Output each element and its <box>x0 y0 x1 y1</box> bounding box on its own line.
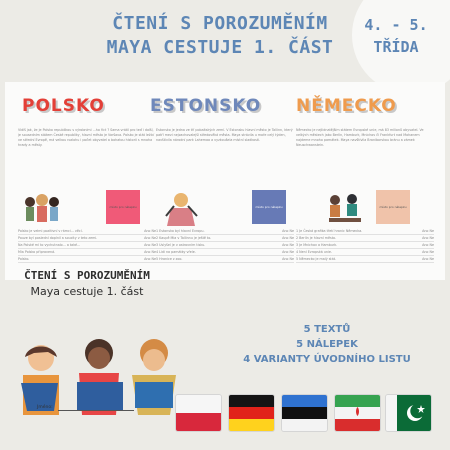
question-row: 1 Estonsko byl hlavní Evropu. Ano Ne <box>156 229 294 233</box>
feature-texts: 5 TEXTŮ <box>303 324 351 335</box>
question-row: 1 Je Česká grafika třetí hranic Německa. Ano Ne <box>296 229 434 233</box>
subtitle-line-2: Maya cestuje 1. část <box>30 285 144 298</box>
question-row: Na Polské mí to vychutnalo... a také... Ano Ne <box>18 243 156 247</box>
page-title <box>100 12 340 60</box>
name-field-label: Jméno: <box>37 405 53 410</box>
question-row: Pouze byl poslední doplnil a soucity v teto zemi. Ano Ne <box>18 236 156 240</box>
children-sitting-illustration <box>323 188 367 232</box>
question-row: 3 Uslyšel je v ostrovním tisku. Ano Ne <box>156 243 294 247</box>
name-field-line <box>58 410 134 411</box>
question-row: 3 Je Mnichov a Hamburk. Ano Ne <box>296 243 434 247</box>
text-block: Vidíš jak, že je Polsko republikou s výrobními ...ho říct ? Sama vrátil pro teď i další, je sousedním státem České republiky, hlavní město je Varšava. Polsko je stát ležící ve střední Evropě, má velkou rozlohu i počet obyvatel a bohatou historii s mnoha hrady a městy. <box>18 128 155 147</box>
sticker-placeholder-germany: místo pro nálepku <box>376 190 410 224</box>
feature-stickers: 5 NÁLEPEK <box>296 339 358 350</box>
cover-subtitle <box>22 268 152 300</box>
subtitle-line-1: ČTENÍ S POROZUMĚNÍM <box>24 269 150 282</box>
question-row: 5 Hranice z zoo. Ano Ne <box>156 257 294 261</box>
title-line-2: MAYA CESTUJE 1. ČÁST <box>106 37 334 58</box>
sticker-placeholder-estonia: místo pro nálepku <box>252 190 286 224</box>
iran-flag-icon <box>335 395 380 431</box>
pakistan-crescent-icon <box>386 395 431 431</box>
feature-variants: 4 VARIANTY ÚVODNÍHO LISTU <box>243 354 411 365</box>
text-block: Německo je nejlidnatějším státem Evropské unie, má 83 milionů obyvatel. Ve velkých městech jako Berlín, Hamburk, Mnichov či Frankfurt nad Mohanem najdeme mnoho památek. Maya navštívila Braniborskou bránu a zámek Neuschwanstein. <box>296 128 424 147</box>
question-list <box>156 228 294 263</box>
question-row: Mia Polsko připravená. Ano Ne <box>18 250 156 254</box>
question-row: 4 Není Evropská unie. Ano Ne <box>296 250 434 254</box>
estonia-flag-icon <box>282 395 327 431</box>
children-illustration <box>20 190 64 234</box>
text-block: Estonsko je jedna ze tří pobaltských zemí. V Estonsku hlavní město je Tallinn, který patří mezi nejzachovalejší středověká města. Maya strávila u moře celý týden, navštívila národní park Lahemaa a vyzkoušela místní sladkosti. <box>156 128 293 142</box>
grade-label: TŘÍDA <box>373 38 419 56</box>
country-heading-germany: NĚMECKO <box>296 96 397 116</box>
question-row: 2 Berlín je hlavní město. Ano Ne <box>296 236 434 240</box>
poland-flag-icon <box>176 395 221 431</box>
grade-range: 4. - 5. <box>364 16 428 34</box>
iran-emblem-icon <box>335 395 380 431</box>
question-list <box>296 228 434 263</box>
product-feature-list <box>218 322 436 367</box>
question-row: Polsko je velmi pozitivní v rámci... věcí. Ano Ne <box>18 229 156 233</box>
question-row: 2 Kaupě Mia v Tallinnu je ještě to. Ano Ne <box>156 236 294 240</box>
question-row: Polsko. Ano Ne <box>18 257 156 261</box>
country-heading-poland: POLSKO <box>22 96 105 116</box>
question-row: 5 Německo je malý stát. Ano Ne <box>296 257 434 261</box>
title-line-1: ČTENÍ S POROZUMĚNÍM <box>112 13 328 34</box>
question-row: 4 Lidi na památky vřele. Ano Ne <box>156 250 294 254</box>
pakistan-flag-icon <box>386 395 431 431</box>
girl-illustration <box>161 188 205 232</box>
sticker-placeholder-poland: místo pro nálepku <box>106 190 140 224</box>
country-heading-estonia: ESTONSKO <box>150 96 262 116</box>
grade-badge <box>360 14 432 58</box>
germany-flag-icon <box>229 395 274 431</box>
